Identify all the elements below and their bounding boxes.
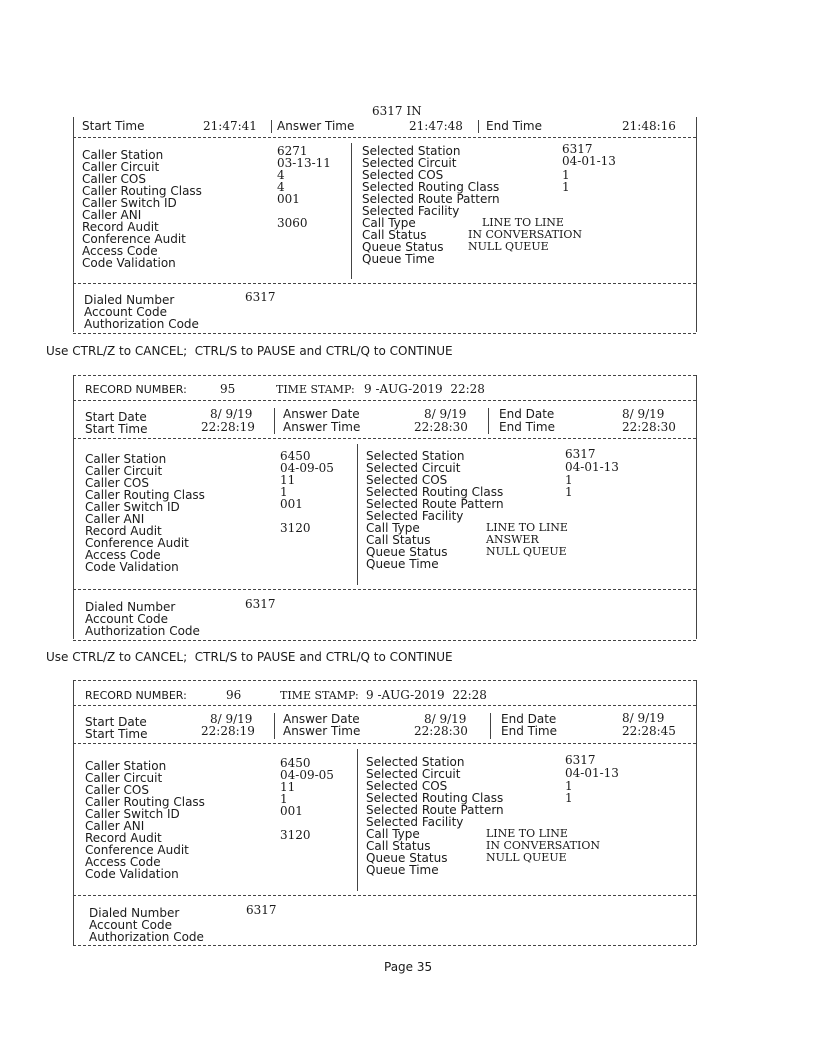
code-validation-label: Code Validation (85, 560, 179, 574)
answer-time-label: Answer Time (283, 420, 361, 434)
time-stamp-label: TIME STAMP: (280, 689, 359, 702)
selected-station-label: Selected Station (366, 755, 465, 769)
column-divider (357, 444, 358, 585)
record-number-label: RECORD NUMBER: (85, 383, 187, 396)
caller-circuit-value: 04-09-05 (280, 461, 334, 475)
selected-circuit-value: 04-01-13 (565, 766, 619, 780)
end-time-label: End Time (501, 724, 557, 738)
block1-left-border (73, 117, 74, 332)
end-time-label: End Time (486, 119, 542, 133)
access-code-label: Access Code (85, 548, 161, 562)
caller-switch-value: 001 (280, 804, 303, 818)
selected-routing-value: 1 (565, 791, 573, 805)
caller-switch-label: Caller Switch ID (85, 807, 180, 821)
dialed-number-value: 6317 (246, 903, 277, 917)
selected-facility-label: Selected Facility (366, 815, 464, 829)
selected-routing-label: Selected Routing Class (366, 791, 504, 805)
answer-date-label: Answer Date (283, 712, 360, 726)
separator (73, 640, 696, 641)
selected-cos-value: 1 (562, 168, 570, 182)
caller-circuit-label: Caller Circuit (82, 160, 160, 174)
dialed-number-value: 6317 (245, 597, 276, 611)
answer-time-label: Answer Time (277, 119, 355, 133)
start-date-label: Start Date (85, 715, 147, 729)
queue-time-label: Queue Time (366, 557, 439, 571)
divider (490, 713, 491, 739)
block3-right-border (696, 680, 697, 945)
answer-date-value: 8/ 9/19 (424, 407, 467, 421)
separator (73, 945, 696, 946)
block2-right-border (696, 375, 697, 639)
separator (73, 137, 696, 138)
access-code-label: Access Code (82, 244, 158, 258)
selected-station-label: Selected Station (362, 144, 461, 158)
divider (478, 120, 479, 133)
record-audit-label: Record Audit (85, 524, 162, 538)
selected-route-pattern-label: Selected Route Pattern (362, 192, 500, 206)
end-date-value: 8/ 9/19 (622, 407, 665, 421)
answer-time-value: 22:28:30 (414, 724, 468, 738)
separator (73, 438, 696, 439)
caller-station-value: 6450 (280, 449, 311, 463)
record-audit-value: 3120 (280, 828, 311, 842)
time-stamp-label: TIME STAMP: (276, 383, 355, 396)
caller-cos-label: Caller COS (85, 476, 149, 490)
column-divider (351, 143, 352, 279)
start-time-label: Start Time (85, 727, 148, 741)
caller-circuit-value: 04-09-05 (280, 768, 334, 782)
dialed-number-label: Dialed Number (89, 906, 180, 920)
answer-date-label: Answer Date (283, 407, 360, 421)
caller-routing-label: Caller Routing Class (85, 795, 205, 809)
start-date-value: 8/ 9/19 (210, 712, 253, 726)
ctrl-instructions: Use CTRL/Z to CANCEL; CTRL/S to PAUSE and CTRL/Q to CONTINUE (46, 650, 453, 664)
end-time-value: 22:28:45 (622, 724, 676, 738)
caller-routing-value: 1 (280, 792, 288, 806)
separator (73, 705, 696, 706)
page-number: Page 35 (384, 960, 433, 974)
block1-title: 6317 IN (372, 104, 422, 118)
call-status-label: Call Status (366, 533, 431, 547)
selected-routing-label: Selected Routing Class (366, 485, 504, 499)
call-status-label: Call Status (366, 839, 431, 853)
selected-routing-value: 1 (565, 485, 573, 499)
ctrl-instructions: Use CTRL/Z to CANCEL; CTRL/S to PAUSE and CTRL/Q to CONTINUE (46, 344, 453, 358)
caller-cos-label: Caller COS (85, 783, 149, 797)
caller-station-label: Caller Station (85, 759, 167, 773)
conference-audit-label: Conference Audit (82, 232, 186, 246)
caller-ani-label: Caller ANI (85, 512, 145, 526)
code-validation-label: Code Validation (85, 867, 179, 881)
divider (274, 408, 275, 434)
caller-ani-label: Caller ANI (85, 819, 145, 833)
call-status-value: IN CONVERSATION (468, 228, 582, 241)
record-audit-label: Record Audit (85, 831, 162, 845)
selected-route-pattern-label: Selected Route Pattern (366, 497, 504, 511)
code-validation-label: Code Validation (82, 256, 176, 270)
caller-ani-label: Caller ANI (82, 208, 142, 222)
caller-switch-label: Caller Switch ID (85, 500, 180, 514)
selected-routing-label: Selected Routing Class (362, 180, 500, 194)
start-time-value: 22:28:19 (201, 724, 255, 738)
caller-routing-value: 4 (277, 180, 285, 194)
block2-left-border (73, 375, 74, 639)
queue-status-label: Queue Status (366, 545, 448, 559)
end-time-value: 21:48:16 (622, 119, 676, 133)
access-code-label: Access Code (85, 855, 161, 869)
selected-circuit-value: 04-01-13 (562, 154, 616, 168)
separator (73, 743, 696, 744)
answer-time-label: Answer Time (283, 724, 361, 738)
start-time-label: Start Time (85, 422, 148, 436)
selected-station-value: 6317 (565, 753, 596, 767)
separator (73, 375, 696, 376)
separator (73, 400, 696, 401)
caller-cos-label: Caller COS (82, 172, 146, 186)
separator (73, 895, 696, 896)
call-status-value: ANSWER (486, 533, 539, 546)
start-time-label: Start Time (82, 119, 145, 133)
separator (73, 283, 696, 284)
call-status-label: Call Status (362, 228, 427, 242)
record-audit-value: 3060 (277, 216, 308, 230)
selected-station-label: Selected Station (366, 449, 465, 463)
selected-cos-label: Selected COS (366, 473, 448, 487)
caller-routing-label: Caller Routing Class (85, 488, 205, 502)
call-type-label: Call Type (366, 827, 420, 841)
selected-station-value: 6317 (565, 447, 596, 461)
block3-left-border (73, 680, 74, 945)
queue-status-value: NULL QUEUE (468, 240, 549, 253)
selected-circuit-label: Selected Circuit (362, 156, 457, 170)
record-number-value: 95 (220, 382, 236, 396)
dialed-number-value: 6317 (245, 290, 276, 304)
separator (73, 333, 696, 334)
queue-status-label: Queue Status (366, 851, 448, 865)
call-type-value: LINE TO LINE (482, 216, 564, 229)
selected-cos-label: Selected COS (366, 779, 448, 793)
caller-routing-label: Caller Routing Class (82, 184, 202, 198)
caller-switch-value: 001 (277, 192, 300, 206)
end-time-label: End Time (499, 420, 555, 434)
caller-switch-value: 001 (280, 497, 303, 511)
conference-audit-label: Conference Audit (85, 843, 189, 857)
selected-cos-value: 1 (565, 473, 573, 487)
account-code-label: Account Code (85, 612, 168, 626)
dialed-number-label: Dialed Number (84, 293, 175, 307)
divider (271, 120, 272, 133)
caller-circuit-label: Caller Circuit (85, 771, 163, 785)
caller-station-label: Caller Station (85, 452, 167, 466)
selected-facility-label: Selected Facility (366, 509, 464, 523)
separator (73, 589, 696, 590)
account-code-label: Account Code (84, 305, 167, 319)
queue-time-label: Queue Time (362, 252, 435, 266)
start-time-value: 22:28:19 (201, 420, 255, 434)
selected-cos-label: Selected COS (362, 168, 444, 182)
caller-cos-value: 11 (280, 780, 296, 794)
caller-station-value: 6271 (277, 144, 308, 158)
call-type-value: LINE TO LINE (486, 521, 568, 534)
caller-routing-value: 1 (280, 485, 288, 499)
caller-circuit-value: 03-13-11 (277, 156, 331, 170)
divider (274, 713, 275, 739)
answer-date-value: 8/ 9/19 (424, 712, 467, 726)
caller-cos-value: 4 (277, 168, 285, 182)
end-date-label: End Date (499, 407, 555, 421)
call-type-label: Call Type (362, 216, 416, 230)
divider (488, 408, 489, 434)
start-date-value: 8/ 9/19 (210, 407, 253, 421)
account-code-label: Account Code (89, 918, 172, 932)
call-status-value: IN CONVERSATION (486, 839, 600, 852)
call-type-label: Call Type (366, 521, 420, 535)
queue-status-label: Queue Status (362, 240, 444, 254)
end-date-value: 8/ 9/19 (622, 711, 665, 725)
call-type-value: LINE TO LINE (486, 827, 568, 840)
authorization-code-label: Authorization Code (89, 930, 204, 944)
caller-cos-value: 11 (280, 473, 296, 487)
start-time-value: 21:47:41 (203, 119, 257, 133)
selected-routing-value: 1 (562, 180, 570, 194)
record-audit-label: Record Audit (82, 220, 159, 234)
answer-time-value: 22:28:30 (414, 420, 468, 434)
selected-cos-value: 1 (565, 779, 573, 793)
selected-station-value: 6317 (562, 142, 593, 156)
selected-circuit-label: Selected Circuit (366, 767, 461, 781)
selected-facility-label: Selected Facility (362, 204, 460, 218)
selected-circuit-label: Selected Circuit (366, 461, 461, 475)
end-date-label: End Date (501, 712, 557, 726)
authorization-code-label: Authorization Code (85, 624, 200, 638)
caller-circuit-label: Caller Circuit (85, 464, 163, 478)
record-number-label: RECORD NUMBER: (85, 689, 187, 702)
time-stamp-value: 9 -AUG-2019 22:28 (364, 382, 485, 396)
dialed-number-label: Dialed Number (85, 600, 176, 614)
block1-right-border (696, 117, 697, 332)
time-stamp-value: 9 -AUG-2019 22:28 (366, 688, 487, 702)
column-divider (357, 749, 358, 891)
end-time-value: 22:28:30 (622, 420, 676, 434)
queue-status-value: NULL QUEUE (486, 545, 567, 558)
record-number-value: 96 (226, 688, 242, 702)
answer-time-value: 21:47:48 (409, 119, 463, 133)
separator (73, 680, 696, 681)
record-audit-value: 3120 (280, 521, 311, 535)
start-date-label: Start Date (85, 410, 147, 424)
authorization-code-label: Authorization Code (84, 317, 199, 331)
caller-switch-label: Caller Switch ID (82, 196, 177, 210)
selected-route-pattern-label: Selected Route Pattern (366, 803, 504, 817)
queue-status-value: NULL QUEUE (486, 851, 567, 864)
caller-station-label: Caller Station (82, 148, 164, 162)
caller-station-value: 6450 (280, 756, 311, 770)
selected-circuit-value: 04-01-13 (565, 460, 619, 474)
queue-time-label: Queue Time (366, 863, 439, 877)
conference-audit-label: Conference Audit (85, 536, 189, 550)
